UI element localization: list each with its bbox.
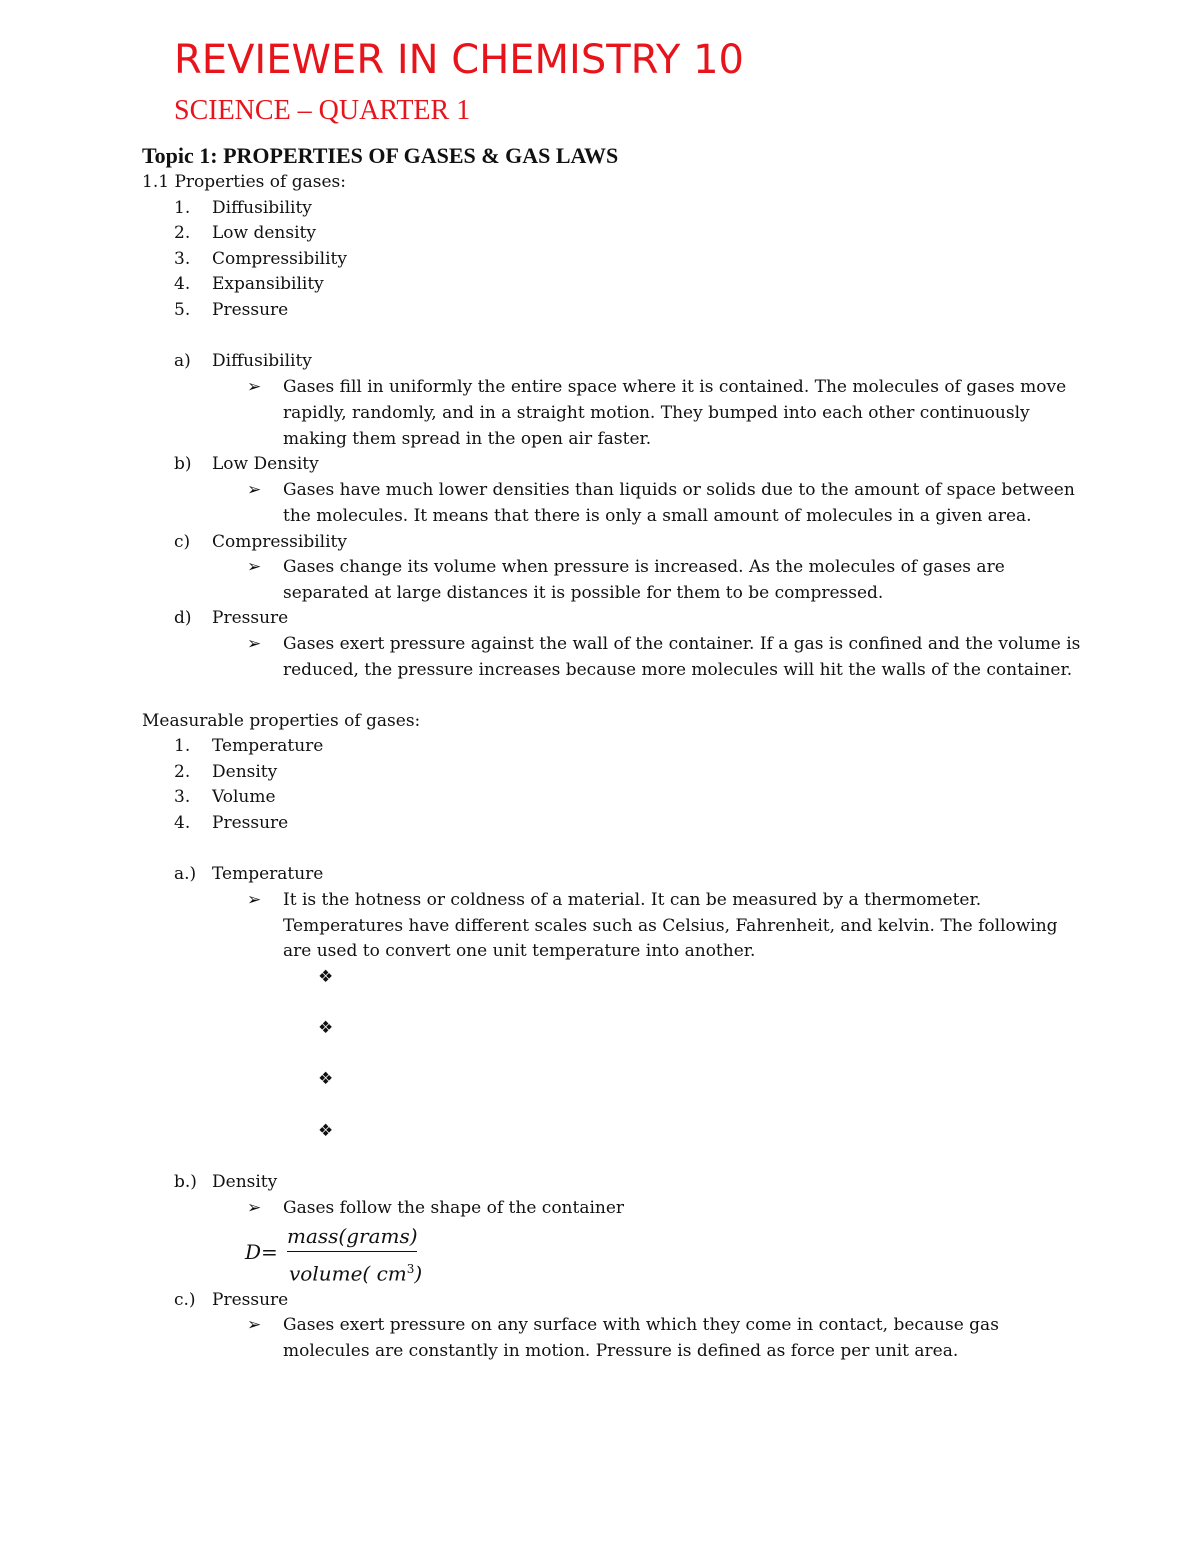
arrow-bullet-icon: ➢ — [247, 557, 262, 577]
detail-marker: b) — [174, 454, 192, 474]
arrow-bullet-icon: ➢ — [247, 1315, 262, 1335]
detail-text: the molecules. It means that there is only a small amount of molecules in a given area. — [283, 506, 1032, 526]
document-subtitle: SCIENCE – QUARTER 1 — [174, 95, 471, 126]
detail-marker: d) — [174, 608, 192, 628]
section-marker: b.) — [174, 1172, 197, 1192]
detail-text: Gases have much lower densities than liquids or solids due to the amount of space between — [283, 480, 1075, 500]
detail-text: Gases change its volume when pressure is increased. As the molecules of gases are — [283, 557, 1005, 577]
property-item: Expansibility — [212, 274, 324, 294]
measurable-number: 4. — [174, 813, 191, 833]
arrow-bullet-icon: ➢ — [247, 634, 262, 654]
section-text: Temperatures have different scales such as Celsius, Fahrenheit, and kelvin. The following — [283, 916, 1058, 936]
measurable-item: Pressure — [212, 813, 289, 833]
detail-text: rapidly, randomly, and in a straight motion. They bumped into each other continuously — [283, 403, 1030, 423]
arrow-bullet-icon: ➢ — [247, 1198, 262, 1218]
property-item: Compressibility — [212, 249, 347, 269]
formula-denominator — [289, 1255, 422, 1288]
diamond-bullet-icon: ❖ — [318, 1018, 334, 1038]
section-label: Pressure — [212, 1290, 289, 1310]
properties-heading: 1.1 Properties of gases: — [142, 172, 346, 192]
property-number: 4. — [174, 274, 191, 294]
property-number: 1. — [174, 198, 191, 218]
arrow-bullet-icon: ➢ — [247, 377, 262, 397]
detail-label: Compressibility — [212, 532, 347, 552]
property-number: 5. — [174, 300, 191, 320]
section-text: Gases follow the shape of the container — [283, 1198, 625, 1218]
diamond-bullet-icon: ❖ — [318, 967, 334, 987]
detail-text: Gases exert pressure against the wall of the container. If a gas is confined and the volume is — [283, 634, 1081, 654]
section-text: It is the hotness or coldness of a material. It can be measured by a thermometer. — [283, 890, 982, 910]
property-item: Low density — [212, 223, 316, 243]
section-marker: a.) — [174, 864, 197, 884]
detail-marker: c) — [174, 532, 191, 552]
formula-denominator-main: volume( cm — [289, 1261, 407, 1286]
detail-label: Pressure — [212, 608, 289, 628]
property-item: Diffusibility — [212, 198, 312, 218]
document-title: REVIEWER IN CHEMISTRY 10 — [174, 37, 744, 83]
detail-label: Low Density — [212, 454, 319, 474]
section-label: Density — [212, 1172, 278, 1192]
section-text: molecules are constantly in motion. Pressure is defined as force per unit area. — [283, 1341, 959, 1361]
measurable-heading: Measurable properties of gases: — [142, 711, 421, 731]
detail-text: Gases fill in uniformly the entire space where it is contained. The molecules of gases move — [283, 377, 1067, 397]
detail-marker: a) — [174, 351, 191, 371]
diamond-bullet-icon: ❖ — [318, 1069, 334, 1089]
section-text: Gases exert pressure on any surface with which they come in contact, because gas — [283, 1315, 999, 1335]
detail-text: reduced, the pressure increases because more molecules will hit the walls of the container. — [283, 660, 1073, 680]
measurable-item: Temperature — [212, 736, 324, 756]
fraction-bar — [287, 1251, 417, 1252]
arrow-bullet-icon: ➢ — [247, 890, 262, 910]
formula-denominator-close: ) — [414, 1261, 423, 1286]
section-text: are used to convert one unit temperature into another. — [283, 941, 756, 961]
section-marker: c.) — [174, 1290, 196, 1310]
formula-lhs: D= — [245, 1240, 278, 1264]
density-formula — [245, 1222, 445, 1288]
formula-numerator: mass(grams) — [287, 1224, 418, 1248]
property-number: 2. — [174, 223, 191, 243]
measurable-number: 2. — [174, 762, 191, 782]
detail-label: Diffusibility — [212, 351, 312, 371]
section-label: Temperature — [212, 864, 324, 884]
arrow-bullet-icon: ➢ — [247, 480, 262, 500]
detail-text: making them spread in the open air faster. — [283, 429, 652, 449]
property-item: Pressure — [212, 300, 289, 320]
property-number: 3. — [174, 249, 191, 269]
measurable-number: 3. — [174, 787, 191, 807]
formula-denominator-exponent: 3 — [406, 1262, 415, 1276]
measurable-item: Volume — [212, 787, 276, 807]
measurable-number: 1. — [174, 736, 191, 756]
measurable-item: Density — [212, 762, 278, 782]
topic-heading: Topic 1: PROPERTIES OF GASES & GAS LAWS — [142, 143, 619, 168]
diamond-bullet-icon: ❖ — [318, 1121, 334, 1141]
detail-text: separated at large distances it is possible for them to be compressed. — [283, 583, 884, 603]
